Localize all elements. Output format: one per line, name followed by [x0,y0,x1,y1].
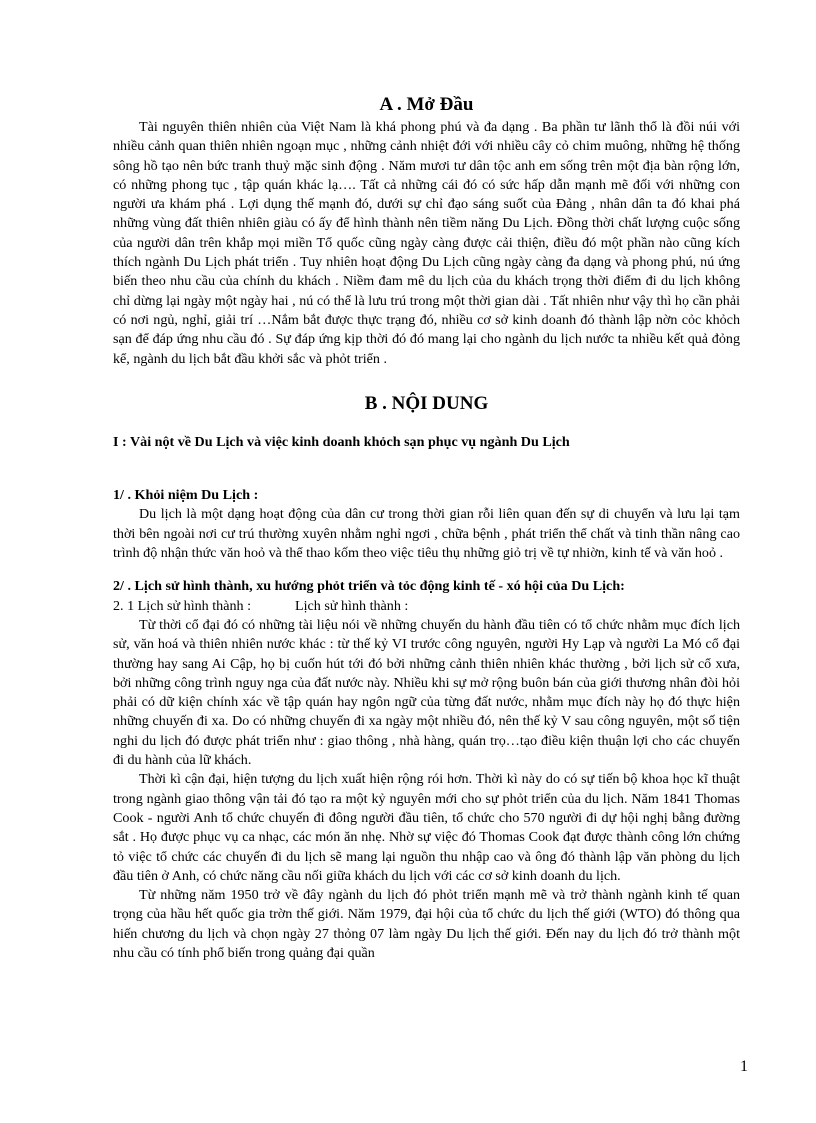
history-paragraph-1950: Từ những năm 1950 trở về đây ngành du lịch đó phỏt triển mạnh mẽ và trở thành ngành kinh tế quan trọng của hầu hết quốc gia trờn thế giới. Năm 1979, đại hội của tổ chức du lịch thế giới (WTO) đó thông qua hiến chương du lịch và chọn ngày 27 thỏng 07 làm ngày Du lịch thế giới. Đến nay du lịch đó trở thành một nhu cầu có tính phổ biến trong quảng đại quần [113,887,740,961]
intro-paragraph: Tài nguyên thiên nhiên của Việt Nam là khá phong phú và đa dạng . Ba phần tư lãnh thổ là đồi núi với nhiều cảnh quan thiên nhiên ngoạn mục , những cảnh nhiệt đới với nhiều cây cỏ chim muông, những hệ thống sông hồ tạo nên bức tranh thuỷ mặc sinh động . Năm mươi tư dân tộc anh em sống trên một địa bàn rộng lớn, có những phong tục , tập quán khác lạ…. Tất cả những cái đó có sức hấp dẫn mạnh mẽ đối với những con người ưa khám phá . Lợi dụng thế mạnh đó, dưới sự chỉ đạo sáng suốt của Đảng , nhân dân ta đó khai phá những vùng đất thiên nhiên giàu có ấy để hình thành nên tiềm năng Du Lịch. Đồng thời chất lượng cuộc sống của người dân trên khắp mọi miền Tổ quốc cũng ngày càng được cải thiện, điều đó một phần nào cũng kích thích ngành Du Lịch phát triển . Tuy nhiên hoạt động Du Lịch cũng ngày càng đa dạng và phong phú, nú ứng biến theo nhu cầu của chính du khách . Niềm đam mê du lịch của du khách trọng thời điểm đi du lịch không chỉ dừng lại ngày một ngày hai , nú có thể là lưu trú trong một thời gian dài . Tất nhiên như vậy thì họ cần phải có nơi ngủ, nghỉ, giải trí …Nắm bắt được thực trạng đó, nhiều cơ sở kinh doanh đó thành lập nờn cỏc khỏch sạn để đáp ứng nhu cầu đó . Sự đáp ứng kịp thời đó đó mang lại cho ngành du lịch nước ta nhiều kết quả đỏng kể, ngành du lịch bắt đầu khởi sắc và phỏt triển . [113,119,740,367]
history-subheading [113,597,740,616]
section-b-title: B . NỘI DUNG [364,392,489,414]
history-heading: 2/ . Lịch sử hình thành, xu hướng phỏt triển và tỏc động kinh tế - xó hội của Du Lịch: [113,578,625,595]
concept-paragraph: Du lịch là một dạng hoạt động của dân cư trong thời gian rỗi liên quan đến sự di chuyển và lưu lại tạm thời bên ngoài nơi cư trú thường xuyên nhằm nghỉ ngơi , chữa bệnh , phát triển thể chất và tinh thần nâng cao trình độ nhận thức văn hoỏ và thể thao kốm theo việc tiêu thụ những giỏ trị về tự nhiờn, kinh tế và văn hoỏ . [113,506,740,562]
history-paragraph-modern: Thời kì cận đại, hiện tượng du lịch xuất hiện rộng rói hơn. Thời kì này do có sự tiến bộ khoa học kĩ thuật trong ngành giao thông vận tải đó tạo ra một kỷ nguyên mới cho sự phỏt triển của du lịch. Năm 1841 Thomas Cook - người Anh tổ chức chuyến đi đông người đầu tiên, tổ chức cho 570 người đi dự hội nghị bằng đường sắt . Họ được phục vụ ca nhạc, các món ăn nhẹ. Nhờ sự việc đó Thomas Cook đạt được thành công lớn chứng tỏ việc tổ chức các chuyến đi du lịch sẽ mang lại nguồn thu nhập cao và ông đó thành lập văn phòng du lịch đầu tiên ở Anh, có chức năng cầu nối giữa khách du lịch với các cơ sở kinh doanh du lịch. [113,771,740,884]
section-a-title: A . Mở Đầu [379,94,474,115]
subheading-label: Lịch sử hình thành : [295,597,409,614]
subheading-number: 2. 1 Lịch sử hình thành : [113,597,251,614]
document-page [113,92,740,963]
page-number: 1 [740,1058,748,1075]
history-paragraph-ancient: Từ thời cổ đại đó có những tài liệu nói về những chuyến du hành đầu tiên có tổ chức nhằm mục đích lịch sử, văn hoá và thiên nhiên nước khác : từ thế kỷ VI trước công nguyên, người Hy Lạp và người La Mó cổ đại thường hay sang Ai Cập, họ bị cuốn hút tới đó bởi những cảnh thiên nhiên khác thường , bởi lịch sử cổ xưa, bởi những công trình nguy nga của đất nước này. Nhiều khi sự mở rộng buôn bán của giới thương nhân đòi hỏi phải có dữ kiện chính xác về tập quán hay ngôn ngữ của từng đất nước, nhằm mục đích này họ đó thực hiện những chuyến đi xa. Do có những chuyến đi xa ngày một nhiều đó, nên thế kỷ V sau công nguyên, một số tiện nghi du lịch đó được phát triển như : giao thông , nhà hàng, quán trọ…tạo điều kiện thuận lợi cho các chuyến đi du hành của lữ khách. [113,616,740,769]
section-i-heading: I : Vài nột về Du Lịch và việc kinh doanh khỏch sạn phục vụ ngành Du Lịch [113,433,570,450]
concept-heading: 1/ . Khỏi niệm Du Lịch : [113,487,259,504]
